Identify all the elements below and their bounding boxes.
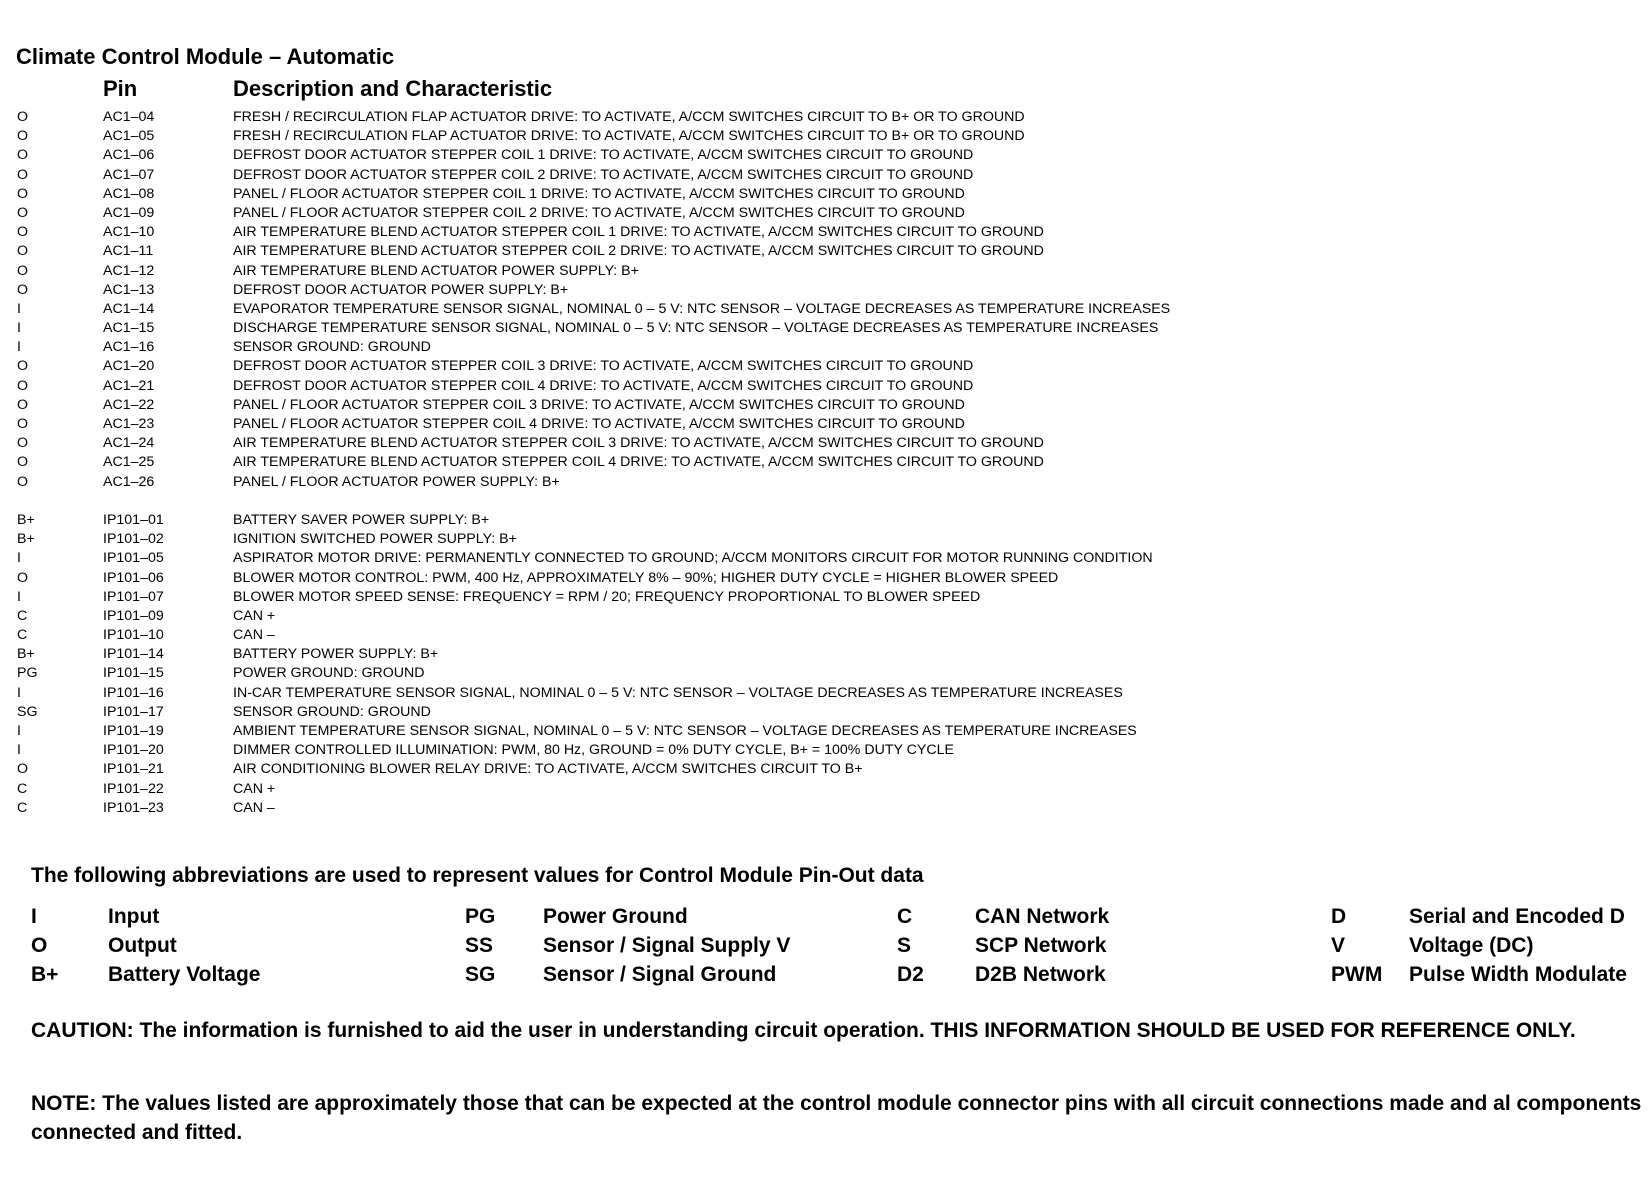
pin-type: I <box>17 339 21 356</box>
pin-description: DEFROST DOOR ACTUATOR STEPPER COIL 2 DRIVE: TO ACTIVATE, A/CCM SWITCHES CIRCUIT TO GROUND <box>233 166 974 183</box>
table-row <box>0 357 1648 376</box>
pin-type: C <box>17 780 28 797</box>
table-row <box>0 453 1648 472</box>
table-row <box>0 741 1648 760</box>
page-title: Climate Control Module – Automatic <box>16 44 395 69</box>
pin-type: O <box>17 185 29 202</box>
abbreviation-code: B+ <box>31 963 59 986</box>
pin-number: IP101–21 <box>103 761 164 778</box>
pin-type: O <box>17 358 29 375</box>
table-row <box>0 166 1648 185</box>
table-row <box>0 300 1648 319</box>
pin-description: POWER GROUND: GROUND <box>233 665 425 682</box>
abbreviation-code: PWM <box>1331 963 1383 986</box>
abbreviation-code: SG <box>465 963 496 986</box>
pin-type: B+ <box>17 511 35 528</box>
pin-description: SENSOR GROUND: GROUND <box>233 339 431 356</box>
pin-description: PANEL / FLOOR ACTUATOR POWER SUPPLY: B+ <box>233 473 560 490</box>
table-row <box>0 511 1648 530</box>
pin-description: BLOWER MOTOR SPEED SENSE: FREQUENCY = RPM / 20; FREQUENCY PROPORTIONAL TO BLOWER SPEED <box>233 588 981 605</box>
abbreviation-meaning: Sensor / Signal Supply V <box>543 934 791 957</box>
abbreviation-meaning: Input <box>108 905 160 928</box>
table-row <box>0 319 1648 338</box>
pin-table <box>0 108 1648 818</box>
pin-type: O <box>17 147 29 164</box>
pin-description: DIMMER CONTROLLED ILLUMINATION: PWM, 80 Hz, GROUND = 0% DUTY CYCLE, B+ = 100% DUTY CYCLE <box>233 742 954 759</box>
table-row <box>0 722 1648 741</box>
pin-type: O <box>17 761 29 778</box>
table-row <box>0 262 1648 281</box>
pin-number: IP101–09 <box>103 607 164 624</box>
pin-type: I <box>17 550 21 567</box>
abbreviation-row <box>0 963 1648 992</box>
pin-description: ASPIRATOR MOTOR DRIVE: PERMANENTLY CONNECTED TO GROUND; A/CCM MONITORS CIRCUIT FOR MOTOR RUNNING CONDITION <box>233 550 1153 567</box>
pin-type: O <box>17 569 29 586</box>
pin-number: AC1–24 <box>103 435 155 452</box>
pin-type: O <box>17 281 29 298</box>
pin-description: CAN – <box>233 627 275 644</box>
abbreviation-code: I <box>31 905 37 928</box>
pin-type: O <box>17 204 29 221</box>
pin-description: FRESH / RECIRCULATION FLAP ACTUATOR DRIVE: TO ACTIVATE, A/CCM SWITCHES CIRCUIT TO B+ OR TO GROUND <box>233 109 1025 125</box>
table-row <box>0 146 1648 165</box>
pin-type: I <box>17 742 21 759</box>
pin-description: DEFROST DOOR ACTUATOR POWER SUPPLY: B+ <box>233 281 569 298</box>
pin-number: AC1–10 <box>103 224 155 241</box>
pin-type: O <box>17 109 29 125</box>
pin-type: O <box>17 396 29 413</box>
pin-number: AC1–12 <box>103 262 155 279</box>
pin-number: AC1–26 <box>103 473 155 490</box>
table-row <box>0 664 1648 683</box>
pin-number: IP101–16 <box>103 684 164 701</box>
pin-number: IP101–01 <box>103 511 164 528</box>
pin-number: AC1–15 <box>103 320 155 337</box>
abbreviation-meaning: Serial and Encoded D <box>1409 905 1625 928</box>
pin-number: IP101–23 <box>103 799 164 816</box>
abbreviation-code: D2 <box>897 963 924 986</box>
pin-type: C <box>17 607 28 624</box>
pin-type: O <box>17 243 29 260</box>
pin-number: IP101–10 <box>103 627 164 644</box>
table-row <box>0 780 1648 799</box>
pin-number: AC1–22 <box>103 396 155 413</box>
pin-description: IGNITION SWITCHED POWER SUPPLY: B+ <box>233 531 517 548</box>
pin-number: AC1–11 <box>103 243 154 260</box>
pin-type: O <box>17 262 29 279</box>
pin-description: CAN + <box>233 780 276 797</box>
pin-description: PANEL / FLOOR ACTUATOR STEPPER COIL 3 DRIVE: TO ACTIVATE, A/CCM SWITCHES CIRCUIT TO GROUND <box>233 396 965 413</box>
pin-type: I <box>17 723 21 739</box>
pin-description: AMBIENT TEMPERATURE SENSOR SIGNAL, NOMINAL 0 – 5 V: NTC SENSOR – VOLTAGE DECREASES AS TEMPERATURE INCREASES <box>233 723 1137 739</box>
pin-description: DEFROST DOOR ACTUATOR STEPPER COIL 4 DRIVE: TO ACTIVATE, A/CCM SWITCHES CIRCUIT TO GROUND <box>233 377 974 394</box>
pin-description: AIR TEMPERATURE BLEND ACTUATOR STEPPER COIL 1 DRIVE: TO ACTIVATE, A/CCM SWITCHES CIRCUIT TO GROUND <box>233 224 1044 241</box>
table-row <box>0 684 1648 703</box>
pin-number: IP101–15 <box>103 665 164 682</box>
table-row <box>0 549 1648 568</box>
group-spacer <box>0 492 1648 511</box>
pin-number: AC1–07 <box>103 166 155 183</box>
pin-description: AIR TEMPERATURE BLEND ACTUATOR STEPPER COIL 3 DRIVE: TO ACTIVATE, A/CCM SWITCHES CIRCUIT TO GROUND <box>233 435 1044 452</box>
pin-number: AC1–06 <box>103 147 155 164</box>
pin-number: AC1–21 <box>103 377 155 394</box>
pin-description: AIR CONDITIONING BLOWER RELAY DRIVE: TO ACTIVATE, A/CCM SWITCHES CIRCUIT TO B+ <box>233 761 863 778</box>
abbreviations-heading: The following abbreviations are used to represent values for Control Module Pin-Out data <box>31 864 924 887</box>
table-row <box>0 588 1648 607</box>
abbreviation-meaning: Battery Voltage <box>108 963 261 986</box>
pin-number: IP101–22 <box>103 780 164 797</box>
abbreviation-meaning: D2B Network <box>975 963 1106 986</box>
abbreviation-code: SS <box>465 934 494 957</box>
pin-type: SG <box>17 703 38 720</box>
pin-description: BATTERY POWER SUPPLY: B+ <box>233 646 439 663</box>
caution-note: CAUTION: The information is furnished to aid the user in understanding circuit operation. THIS INFORMATION SHOULD BE USED FOR REFERENCE ONLY. <box>31 1019 1576 1042</box>
pin-type: O <box>17 166 29 183</box>
pin-number: IP101–02 <box>103 531 164 548</box>
abbreviation-code: D <box>1331 905 1347 928</box>
pin-type: O <box>17 128 29 145</box>
pin-number: AC1–13 <box>103 281 155 298</box>
abbreviation-code: S <box>897 934 912 957</box>
abbreviation-row <box>0 905 1648 934</box>
abbreviation-meaning: Power Ground <box>543 905 688 928</box>
table-row <box>0 645 1648 664</box>
abbreviation-meaning: Pulse Width Modulate <box>1409 963 1627 986</box>
abbreviation-meaning: Output <box>108 934 177 957</box>
pin-type: C <box>17 799 28 816</box>
pin-description: DEFROST DOOR ACTUATOR STEPPER COIL 1 DRIVE: TO ACTIVATE, A/CCM SWITCHES CIRCUIT TO GROUND <box>233 147 974 164</box>
pin-description: PANEL / FLOOR ACTUATOR STEPPER COIL 4 DRIVE: TO ACTIVATE, A/CCM SWITCHES CIRCUIT TO GROUND <box>233 416 965 432</box>
pin-type: I <box>17 320 21 337</box>
abbreviation-meaning: Voltage (DC) <box>1409 934 1534 957</box>
pin-description: AIR TEMPERATURE BLEND ACTUATOR STEPPER COIL 4 DRIVE: TO ACTIVATE, A/CCM SWITCHES CIRCUIT TO GROUND <box>233 454 1044 471</box>
pin-description: BLOWER MOTOR CONTROL: PWM, 400 Hz, APPROXIMATELY 8% – 90%; HIGHER DUTY CYCLE = HIGHER BLOWER SPEED <box>233 569 1059 586</box>
pin-description: IN-CAR TEMPERATURE SENSOR SIGNAL, NOMINAL 0 – 5 V: NTC SENSOR – VOLTAGE DECREASES AS TEMPERATURE INCREASES <box>233 684 1123 701</box>
abbreviation-meaning: Sensor / Signal Ground <box>543 963 777 986</box>
pin-description: PANEL / FLOOR ACTUATOR STEPPER COIL 2 DRIVE: TO ACTIVATE, A/CCM SWITCHES CIRCUIT TO GROUND <box>233 204 965 221</box>
table-row <box>0 473 1648 492</box>
pin-description: BATTERY SAVER POWER SUPPLY: B+ <box>233 511 490 528</box>
pin-type: I <box>17 300 21 317</box>
pin-type: I <box>17 684 21 701</box>
pin-type: O <box>17 435 29 452</box>
pin-number: AC1–08 <box>103 185 155 202</box>
table-row <box>0 242 1648 261</box>
pin-number: IP101–07 <box>103 588 164 605</box>
abbreviation-code: C <box>897 905 913 928</box>
table-row <box>0 281 1648 300</box>
pin-number: AC1–04 <box>103 109 155 125</box>
table-row <box>0 434 1648 453</box>
table-row <box>0 415 1648 434</box>
pin-description: SENSOR GROUND: GROUND <box>233 703 431 720</box>
pin-number: IP101–14 <box>103 646 164 663</box>
pin-type: B+ <box>17 531 35 548</box>
pin-type: O <box>17 473 29 490</box>
pin-number: AC1–20 <box>103 358 155 375</box>
table-row <box>0 396 1648 415</box>
table-row <box>0 108 1648 127</box>
table-row <box>0 760 1648 779</box>
pin-description: EVAPORATOR TEMPERATURE SENSOR SIGNAL, NOMINAL 0 – 5 V: NTC SENSOR – VOLTAGE DECREASES AS TEMPERATURE INCREASES <box>233 300 1171 317</box>
table-row <box>0 530 1648 549</box>
pin-description: PANEL / FLOOR ACTUATOR STEPPER COIL 1 DRIVE: TO ACTIVATE, A/CCM SWITCHES CIRCUIT TO GROUND <box>233 185 965 202</box>
pin-type: O <box>17 416 29 432</box>
abbreviations-table <box>0 905 1648 992</box>
abbreviation-meaning: SCP Network <box>975 934 1107 957</box>
table-row <box>0 703 1648 722</box>
pin-number: AC1–23 <box>103 416 155 432</box>
pin-type: PG <box>17 665 38 682</box>
table-row <box>0 799 1648 818</box>
abbreviation-meaning: CAN Network <box>975 905 1110 928</box>
table-row <box>0 377 1648 396</box>
pin-number: AC1–09 <box>103 204 155 221</box>
pin-description: CAN + <box>233 607 276 624</box>
pin-description: CAN – <box>233 799 275 816</box>
abbreviation-row <box>0 934 1648 963</box>
pin-type: C <box>17 627 28 644</box>
pin-number: IP101–20 <box>103 742 164 759</box>
pin-number: AC1–14 <box>103 300 155 317</box>
pin-type: I <box>17 588 21 605</box>
table-row <box>0 223 1648 242</box>
table-row <box>0 607 1648 626</box>
pin-description: FRESH / RECIRCULATION FLAP ACTUATOR DRIVE: TO ACTIVATE, A/CCM SWITCHES CIRCUIT TO B+ OR TO GROUND <box>233 128 1025 145</box>
pin-number: AC1–25 <box>103 454 155 471</box>
table-row <box>0 626 1648 645</box>
pin-description: DISCHARGE TEMPERATURE SENSOR SIGNAL, NOMINAL 0 – 5 V: NTC SENSOR – VOLTAGE DECREASES AS TEMPERATURE INCREASES <box>233 320 1159 337</box>
values-note: NOTE: The values listed are approximately those that can be expected at the control module connector pins with all circuit connections made and al components connected and fitted. <box>31 1092 1642 1144</box>
abbreviation-code: O <box>31 934 48 957</box>
table-row <box>0 569 1648 588</box>
pin-description: AIR TEMPERATURE BLEND ACTUATOR STEPPER COIL 2 DRIVE: TO ACTIVATE, A/CCM SWITCHES CIRCUIT TO GROUND <box>233 243 1044 260</box>
pin-number: IP101–19 <box>103 723 164 739</box>
table-row <box>0 338 1648 357</box>
pin-type: O <box>17 224 29 241</box>
table-row <box>0 127 1648 146</box>
pin-number: AC1–05 <box>103 128 155 145</box>
pin-number: IP101–17 <box>103 703 164 720</box>
abbreviation-code: PG <box>465 905 496 928</box>
table-row <box>0 185 1648 204</box>
description-column-header: Description and Characteristic <box>233 76 553 101</box>
table-row <box>0 204 1648 223</box>
pin-type: B+ <box>17 646 35 663</box>
abbreviation-code: V <box>1331 934 1346 957</box>
pin-number: IP101–06 <box>103 569 164 586</box>
pin-column-header: Pin <box>103 76 138 101</box>
pin-type: O <box>17 454 29 471</box>
pin-description: AIR TEMPERATURE BLEND ACTUATOR POWER SUPPLY: B+ <box>233 262 639 279</box>
pin-description: DEFROST DOOR ACTUATOR STEPPER COIL 3 DRIVE: TO ACTIVATE, A/CCM SWITCHES CIRCUIT TO GROUND <box>233 358 974 375</box>
pin-number: IP101–05 <box>103 550 164 567</box>
pin-number: AC1–16 <box>103 339 155 356</box>
pin-type: O <box>17 377 29 394</box>
